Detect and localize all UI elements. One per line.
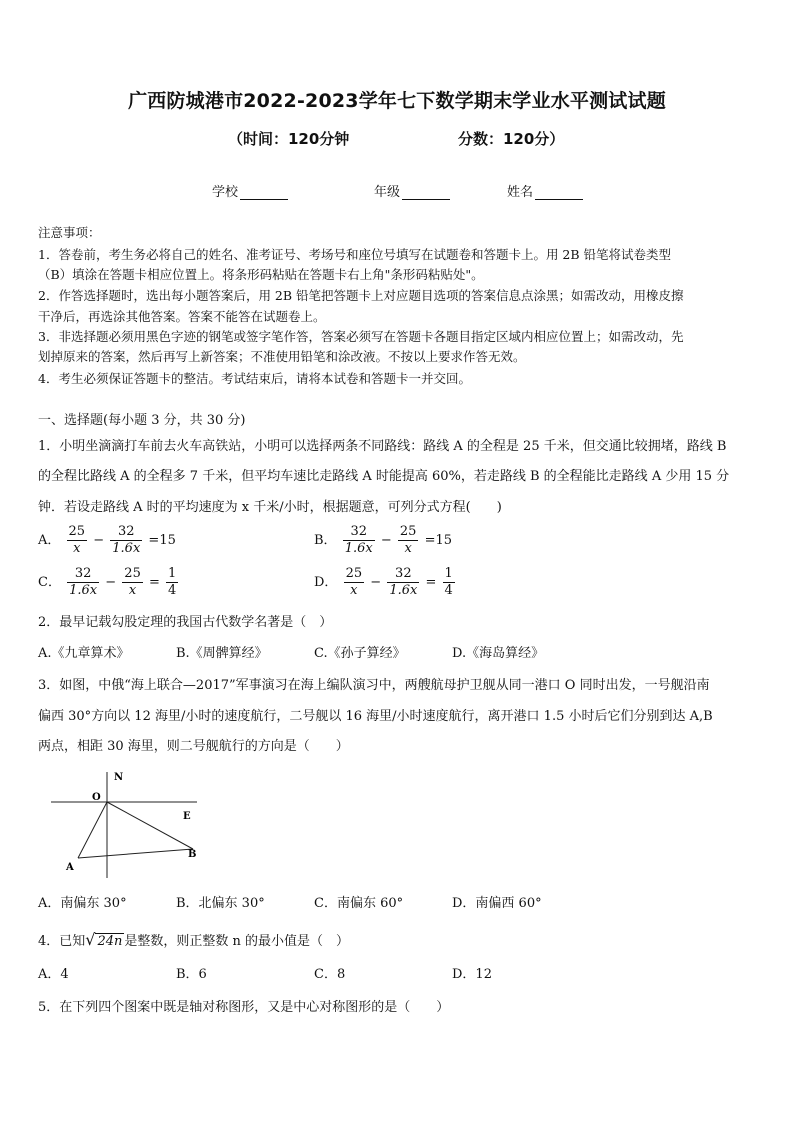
exam-score: 分数：120分） [458, 130, 565, 148]
fraction: $\frac{1}{4}$ [168, 566, 177, 598]
q3-option-b[interactable]: B．北偏东 30° [176, 896, 265, 911]
q3-line: 两点，相距 30 海里，则二号舰航行的方向是（ ） [38, 739, 349, 754]
notice-line: （B）填涂在答题卡相应位置上。将条形码粘贴在答题卡右上角"条形码粘贴处"。 [38, 267, 484, 282]
notice-line: 划掉原来的答案，然后再写上新答案；不准使用铅笔和涂改液。不按以上要求作答无效。 [38, 349, 526, 364]
name-field [507, 181, 583, 200]
q1-option-a[interactable]: A． $\frac{25}{x}$ − $\frac{32}{1.6x}$ =15 [38, 524, 176, 556]
q4-option-b[interactable]: B．6 [176, 967, 207, 982]
q3-line: 3．如图，中俄“海上联合—2017”军事演习在海上编队演习中，两艘航母护卫舰从同一港口 O 同时出发，一号舰沿南 [38, 678, 710, 693]
grade-label: 年级 [374, 185, 401, 200]
exam-title: 广西防城港市2022-2023学年七下数学期末学业水平测试试题 [128, 90, 666, 112]
segment-ob [107, 802, 193, 849]
q3-option-a[interactable]: A．南偏东 30° [38, 896, 127, 911]
q1-option-d[interactable]: D． $\frac{25}{x}$ − $\frac{32}{1.6x}$ = $\frac{1}{4}$ [314, 566, 453, 598]
fraction: $\frac{1}{4}$ [444, 566, 453, 598]
q3-line: 偏西 30°方向以 12 海里/小时的速度航行，二号舰以 16 海里/小时速度航行，离开港口 1.5 小时后它们分别到达 A,B [38, 709, 713, 724]
school-label: 学校 [212, 185, 239, 200]
q5-stem: 5．在下列四个图案中既是轴对称图形，又是中心对称图形的是（ ） [38, 1000, 450, 1015]
fraction: $\frac{32}{1.6x}$ [69, 566, 98, 598]
radical-sign: √ [85, 930, 96, 949]
fraction: $\frac{25}{x}$ [399, 524, 417, 556]
q1-line: 的全程比路线 A 的全程多 7 千米，但平均车速比走路线 A 时能提高 60%，若走路线 B 的全程能比走路线 A 少用 15 分 [38, 469, 730, 484]
q2-option-d[interactable]: D.《海岛算经》 [452, 646, 545, 661]
grade-field [374, 181, 450, 200]
notice-line: 1．答卷前，考生务必将自己的姓名、准考证号、考场号和座位号填写在试题卷和答题卡上。用 2B 铅笔将试卷类型 [38, 247, 672, 262]
q1-option-c[interactable]: C． $\frac{32}{1.6x}$ − $\frac{25}{x}$ = $\frac{1}{4}$ [38, 566, 177, 598]
q1-line: 1．小明坐滴滴打车前去火车高铁站，小明可以选择两条不同路线：路线 A 的全程是 25 千米，但交通比较拥堵，路线 B [38, 439, 727, 454]
notice-line: 3．非选择题必须用黑色字迹的钢笔或签字笔作答，答案必须写在答题卡各题目指定区域内相应位置上；如需改动，先 [38, 329, 684, 344]
fraction: $\frac{25}{x}$ [124, 566, 141, 598]
fraction: $\frac{25}{x}$ [345, 566, 363, 598]
notice-line: 4．考生必须保证答题卡的整洁。考试结束后，请将本试卷和答题卡一并交回。 [38, 371, 471, 386]
q3-figure [45, 766, 215, 882]
exam-time: （时间：120分钟 [228, 130, 350, 148]
q4-option-a[interactable]: A．4 [38, 967, 69, 982]
notice-heading: 注意事项： [38, 225, 101, 240]
q4-option-d[interactable]: D．12 [452, 967, 492, 982]
notice-line: 干净后，再选涂其他答案。答案不能答在试题卷上。 [38, 309, 326, 324]
label-n: N [114, 772, 124, 783]
q2-option-b[interactable]: B.《周髀算经》 [176, 646, 268, 661]
fraction: $\frac{32}{1.6x}$ [344, 524, 373, 556]
grade-blank [402, 185, 450, 200]
label-o: O [92, 792, 101, 803]
q4-stem: 4．已知√ 24n 是整数，则正整数 n 的最小值是（ ） [38, 930, 350, 949]
q2-option-a[interactable]: A.《九章算术》 [38, 646, 130, 661]
q3-option-d[interactable]: D．南偏西 60° [452, 896, 542, 911]
segment-oa [78, 802, 107, 858]
notice-line: 2．作答选择题时，选出每小题答案后，用 2B 铅笔把答题卡上对应题目选项的答案信息点涂黑；如需改动，用橡皮擦 [38, 288, 684, 303]
school-field [212, 181, 288, 200]
fraction: $\frac{25}{x}$ [68, 524, 86, 556]
segment-ab [78, 849, 193, 858]
fraction: $\frac{32}{1.6x}$ [112, 524, 141, 556]
name-label: 姓名 [507, 185, 534, 200]
q2-option-c[interactable]: C.《孙子算经》 [314, 646, 406, 661]
q1-line: 钟．若设走路线 A 时的平均速度为 x 千米/小时，根据题意，可列分式方程( ) [38, 500, 502, 515]
name-blank [535, 185, 583, 200]
radicand: 24n [97, 934, 123, 949]
label-b: B [188, 849, 197, 860]
q2-stem: 2．最早记载勾股定理的我国古代数学名著是（ ） [38, 615, 333, 630]
q4-option-c[interactable]: C．8 [314, 967, 346, 982]
label-a: A [66, 862, 74, 873]
section-heading: 一、选择题(每小题 3 分，共 30 分) [38, 413, 246, 428]
label-e: E [183, 811, 191, 822]
q3-option-c[interactable]: C．南偏东 60° [314, 896, 404, 911]
fraction: $\frac{32}{1.6x}$ [389, 566, 418, 598]
q1-option-b[interactable]: B． $\frac{32}{1.6x}$ − $\frac{25}{x}$ =15 [314, 524, 453, 556]
school-blank [240, 185, 288, 200]
